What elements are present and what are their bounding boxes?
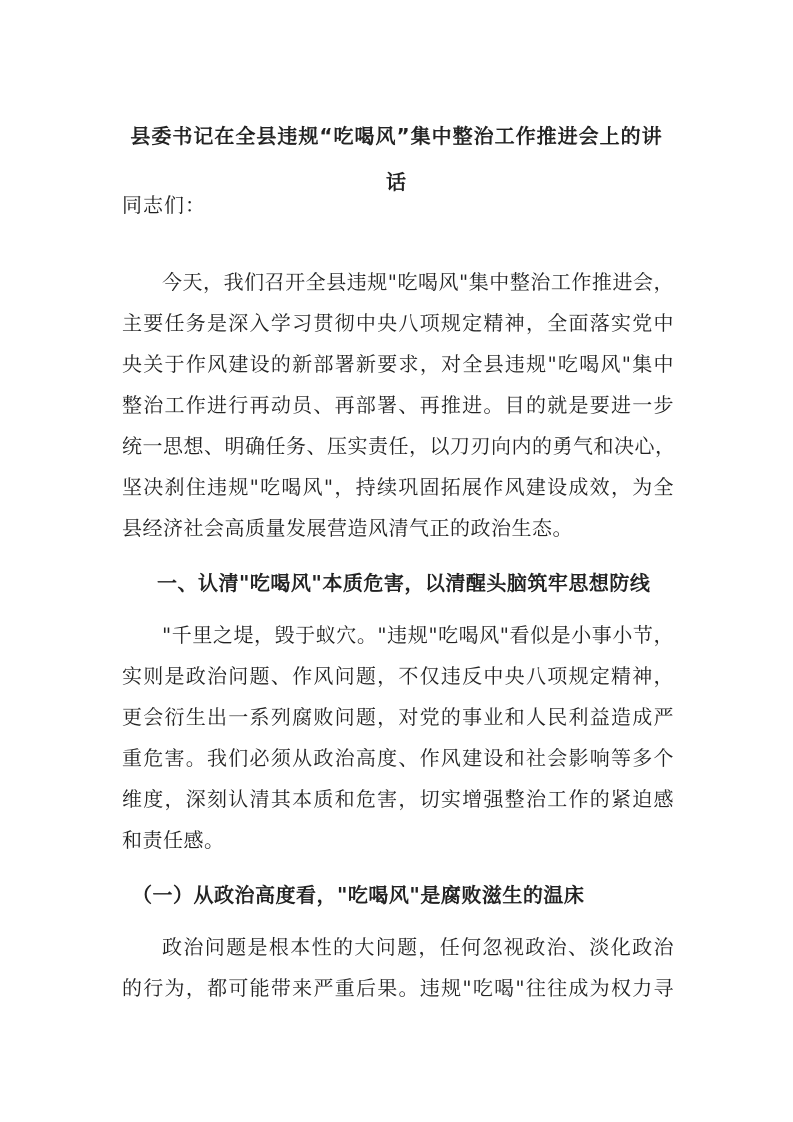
paragraph-1-line: 坚决刹住违规"吃喝风"，持续巩固拓展作风建设成效，为全	[122, 475, 674, 499]
paragraph-2-line: 和责任感。	[122, 828, 225, 852]
paragraph-2-line: 更会衍生出一系列腐败问题，对党的事业和人民利益造成严	[122, 705, 674, 729]
paragraph-3-line: 政治问题是根本性的大问题，任何忽视政治、淡化政治	[162, 935, 674, 959]
paragraph-1-line: 县经济社会高质量发展营造风清气正的政治生态。	[122, 516, 573, 540]
paragraph-1-line: 今天，我们召开全县违规"吃喝风"集中整治工作推进会，	[162, 270, 674, 294]
section-heading-1: 一、认清"吃喝风"本质危害，以清醒头脑筑牢思想防线	[157, 571, 651, 595]
paragraph-1-line: 统一思想、明确任务、压实责任，以刀刃向内的勇气和决心，	[122, 434, 676, 458]
paragraph-3-line: 的行为，都可能带来严重后果。违规"吃喝"往往成为权力寻	[122, 976, 674, 1000]
section-heading-2: （一）从政治高度看，"吃喝风"是腐败滋生的温床	[132, 883, 585, 907]
paragraph-2-line: 维度，深刻认清其本质和危害，切实增强整治工作的紧迫感	[122, 787, 674, 811]
salutation: 同志们：	[122, 193, 206, 217]
paragraph-1-line: 整治工作进行再动员、再部署、再推进。目的就是要进一步	[122, 393, 674, 417]
document-title-line-2: 话	[386, 170, 407, 194]
paragraph-2-line: 重危害。我们必须从政治高度、作风建设和社会影响等多个	[122, 746, 674, 770]
paragraph-1-line: 央关于作风建设的新部署新要求，对全县违规"吃喝风"集中	[122, 352, 674, 376]
document-title-line-1: 县委书记在全县违规“吃喝风”集中整治工作推进会上的讲	[130, 124, 663, 148]
paragraph-2-line: "千里之堤，毁于蚁穴。"违规"吃喝风"看似是小事小节，	[162, 623, 674, 647]
paragraph-1-line: 主要任务是深入学习贯彻中央八项规定精神，全面落实党中	[122, 311, 674, 335]
paragraph-2-line: 实则是政治问题、作风问题，不仅违反中央八项规定精神，	[122, 664, 674, 688]
